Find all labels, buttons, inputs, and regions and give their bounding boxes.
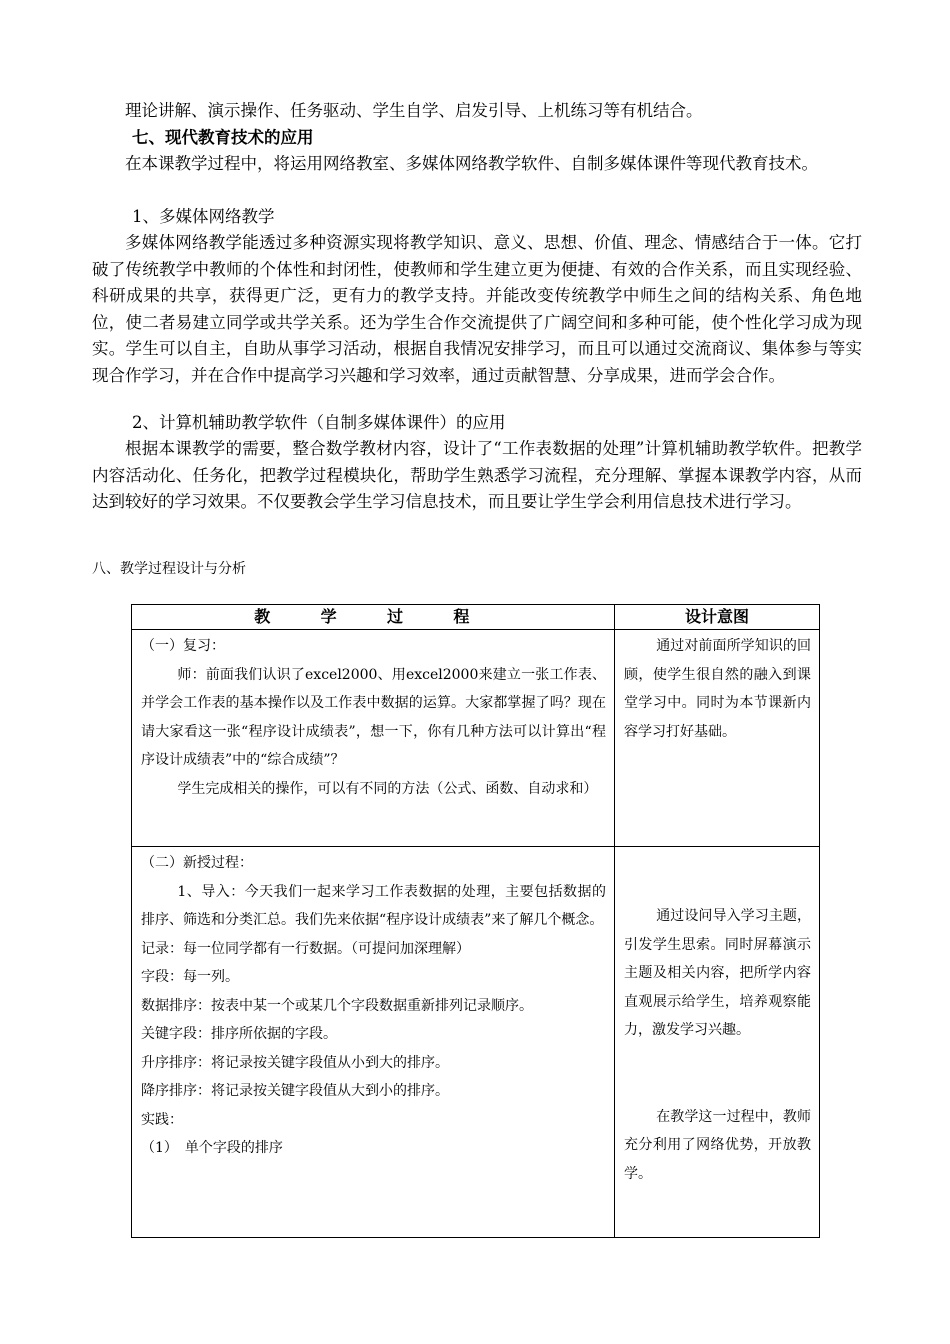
table-row (132, 847, 820, 1238)
practice-label: 实践： (141, 1111, 183, 1128)
intro-text: 1、导入：今天我们一起来学习工作表数据的处理，主要包括数据的排序、筛选和分类汇总。我们先来依据“程序设计成绩表”来了解几个概念。 (141, 883, 606, 928)
subsection-1-heading: 1、多媒体网络教学 (132, 207, 275, 226)
header-design-intent: 设计意图 (615, 605, 820, 630)
definition-ascending: 升序排序：将记录按关键字段值从小到大的排序。 (141, 1054, 449, 1071)
definition-record: 记录：每一位同学都有一行数据。（可提问加深理解） (141, 940, 470, 957)
section-7-intro: 在本课教学过程中，将运用网络教室、多媒体网络教学软件、自制多媒体课件等现代教育技术。 (125, 154, 818, 173)
definition-sort: 数据排序：按表中某一个或某几个字段数据重新排列记录顺序。 (141, 997, 533, 1014)
new-lesson-intent-text-1: 通过设问导入学习主题，引发学生思索。同时屏幕演示主题及相关内容，把所学内容直观展示给学生，培养观察能力，激发学习兴趣。 (624, 908, 811, 1038)
review-title: （一）复习： (141, 638, 225, 654)
review-process-cell (132, 630, 615, 847)
subsection-1-text: 多媒体网络教学能透过多种资源实现将教学知识、意义、思想、价值、理念、情感结合于一体。它打破了传统教学中教师的个体性和封闭性，使教师和学生建立更为便捷、有效的合作关系，而且实现经验、科研成果的共享，获得更广泛，更有力的教学支持。并能改变传统教学中师生之间的结构关系、角色地位，使二者易建立同学或共学关系。还为学生合作交流提供了广阔空间和多种可能，使个性化学习成为现实。学生可以自主，自助从事学习活动，根据自我情况安排学习，而且可以通过交流商议、集体参与等实现合作学习，并在合作中提高学习兴趣和学习效率，通过贡献智慧、分享成果，进而学会合作。 (92, 233, 862, 385)
section-8-heading: 八、教学过程设计与分析 (92, 561, 246, 577)
subsection-2-text: 根据本课教学的需要，整合数学教材内容，设计了“工作表数据的处理”计算机辅助教学软件。把教学内容活动化、任务化，把教学过程模块化，帮助学生熟悉学习流程，充分理解、掌握本课教学内容，从而达到较好的学习效果。不仅要教会学生学习信息技术，而且要让学生学会利用信息技术进行学习。 (92, 439, 862, 511)
practice-item-1: （1） 单个字段的排序 (141, 1140, 283, 1156)
definition-field: 字段：每一列。 (141, 969, 239, 985)
new-lesson-intent-cell (615, 847, 820, 1238)
review-intent-cell (615, 630, 820, 847)
new-lesson-process-cell (132, 847, 615, 1238)
section-7-heading: 七、现代教育技术的应用 (132, 128, 314, 147)
teaching-process-table (131, 604, 820, 1238)
review-student-text: 学生完成相关的操作，可以有不同的方法（公式、函数、自动求和） (177, 780, 598, 797)
definition-descending: 降序排序：将记录按关键字段值从大到小的排序。 (141, 1083, 449, 1099)
table-header-row (132, 605, 820, 630)
definition-key-field: 关键字段：排序所依据的字段。 (141, 1026, 337, 1042)
teaching-methods-text: 理论讲解、演示操作、任务驱动、学生自学、启发引导、上机练习等有机结合。 (125, 101, 703, 120)
new-lesson-intent-text-2: 在教学这一过程中，教师充分利用了网络优势，开放教学。 (624, 1108, 811, 1182)
subsection-2-heading: 2、计算机辅助教学软件（自制多媒体课件）的应用 (132, 413, 506, 432)
review-intent-text: 通过对前面所学知识的回顾，使学生很自然的融入到课堂学习中。同时为本节课新内容学习打好基础。 (624, 638, 811, 740)
header-teaching-process: 教 学 过 程 (132, 605, 615, 630)
new-lesson-title: （二）新授过程： (141, 855, 253, 871)
table-row (132, 630, 820, 847)
review-teacher-text: 师：前面我们认识了excel2000、用excel2000来建立一张工作表、并学会工作表的基本操作以及工作表中数据的运算。大家都掌握了吗？现在请大家看这一张“程序设计成绩表”，想一下，你有几种方法可以计算出“程序设计成绩表”中的“综合成绩”？ (141, 666, 606, 768)
